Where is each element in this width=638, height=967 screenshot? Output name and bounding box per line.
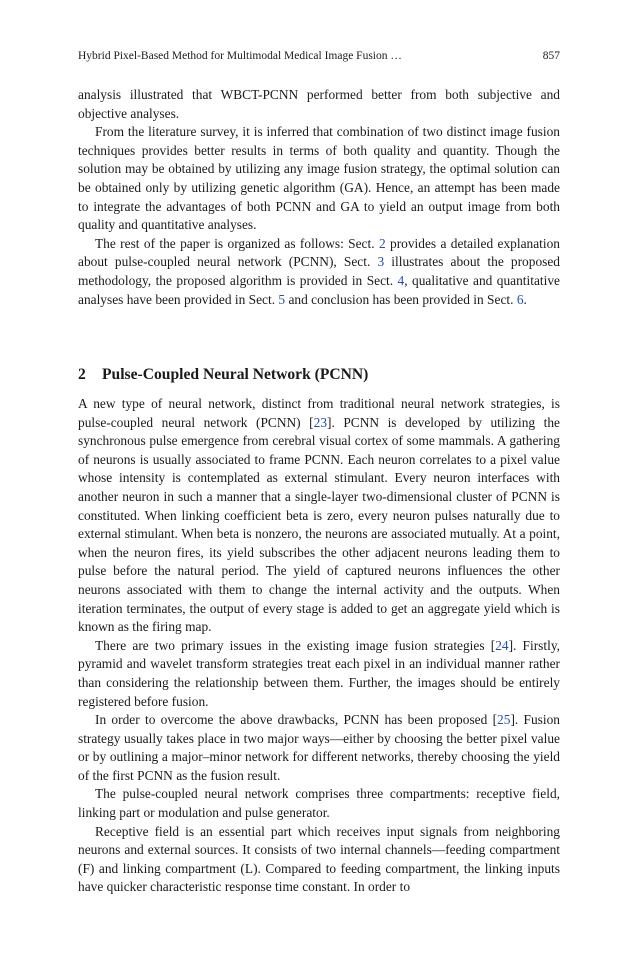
text-span: .: [523, 291, 527, 307]
text-span: ]. PCNN is developed by utilizing the synchronous pulse emergence from cerebral visual cortex of some mammals. A gathering of neurons is usually associated to frame PCNN. Each neuron correlates to a pixel value whose intensity is contemplated as external stimulant. Every neuron interfaces with another neuron in such a manner that a single-layer two-dimensional cluster of PCNN is constituted. When linking coefficient beta is zero, every neuron pulses naturally due to external stimulant. When beta is nonzero, the neurons are associated mutually. At a point, when the neuron fires, its yield subscribes the other adjacent neurons leading them to pulse before the natural period. The yield of captured neurons influences the other neurons associated with them to change the internal activity and the outputs. When iteration terminates, the output of every stage is added to get an aggregate yield which is known as the firing map.: [78, 414, 560, 635]
text-span: A new type of neural network, distinct from traditional neural network strategies, is pulse-coupled neural network (PCNN) [: [78, 396, 560, 430]
text-span: ]. Firstly, pyramid and wavelet transform strategies treat each pixel in an individual manner rather than considering the relationship between them. Further, the images should be entirely registered before fusion.: [78, 637, 560, 709]
section-link-5[interactable]: 5: [278, 291, 286, 307]
intro-paragraph-1: analysis illustrated that WBCT-PCNN performed better from both subjective and objective analyses.: [78, 87, 560, 121]
body-paragraph-1: [78, 395, 560, 637]
citation-link-25[interactable]: 25: [497, 712, 511, 728]
running-header: [78, 50, 560, 68]
text-span: , qualitative and quantitative analyses have been provided in Sect.: [78, 272, 560, 307]
section-link-3[interactable]: 3: [377, 254, 385, 270]
section-title: Pulse-Coupled Neural Network (PCNN): [102, 365, 369, 383]
body-paragraph-3: [78, 711, 560, 785]
body-paragraph-5: Receptive field is an essential part which receives input signals from neighboring neurons and external sources. It consists of two internal channels—feeding compartment (F) and linking compartment (L). Compared to feeding compartment, the linking inputs have quicker characteristic response time constant. In order to: [78, 823, 560, 895]
citation-link-23[interactable]: 23: [313, 414, 328, 430]
text-span: and conclusion has been provided in Sect.: [285, 291, 517, 307]
intro-paragraph-3: [78, 235, 560, 309]
intro-text-block: [78, 86, 560, 309]
body-paragraph-2: [78, 637, 560, 711]
section-link-6[interactable]: 6: [516, 291, 524, 307]
section-link-4[interactable]: 4: [397, 272, 405, 288]
section-body: [78, 395, 560, 897]
section-link-2[interactable]: 2: [378, 235, 386, 251]
text-span: The rest of the paper is organized as follows: Sect.: [95, 235, 379, 251]
text-span: illustrates about the proposed methodology, the proposed algorithm is provided in Sect.: [78, 254, 560, 288]
section-heading: [78, 366, 368, 384]
section-number: 2: [78, 365, 86, 383]
text-span: ]. Fusion strategy usually takes place in two major ways—either by choosing the better pixel value or by outlining a major–minor network for different networks, thereby choosing the yield of the first PCNN as the fusion result.: [78, 712, 560, 783]
citation-link-24[interactable]: 24: [495, 637, 509, 653]
intro-paragraph-2: From the literature survey, it is inferred that combination of two distinct image fusion techniques provides better results in terms of both quality and quantity. Though the solution may be obtained by utilizing any image fusion strategy, the optimal solution can be obtained only by utilizing genetic algorithm (GA). Hence, an attempt has been made to integrate the advantages of both PCNN and GA to yield an output image from both quality and quantitative analyses.: [78, 124, 560, 233]
body-paragraph-4: The pulse-coupled neural network comprises three compartments: receptive field, linking part or modulation and pulse generator.: [78, 786, 560, 821]
text-span: provides a detailed explanation about pulse-coupled neural network (PCNN), Sect.: [78, 235, 560, 270]
page-number: 857: [542, 50, 560, 62]
text-span: There are two primary issues in the existing image fusion strategies [: [95, 637, 496, 653]
text-span: In order to overcome the above drawbacks, PCNN has been proposed [: [95, 712, 498, 728]
running-title: Hybrid Pixel-Based Method for Multimodal Medical Image Fusion …: [78, 50, 402, 62]
